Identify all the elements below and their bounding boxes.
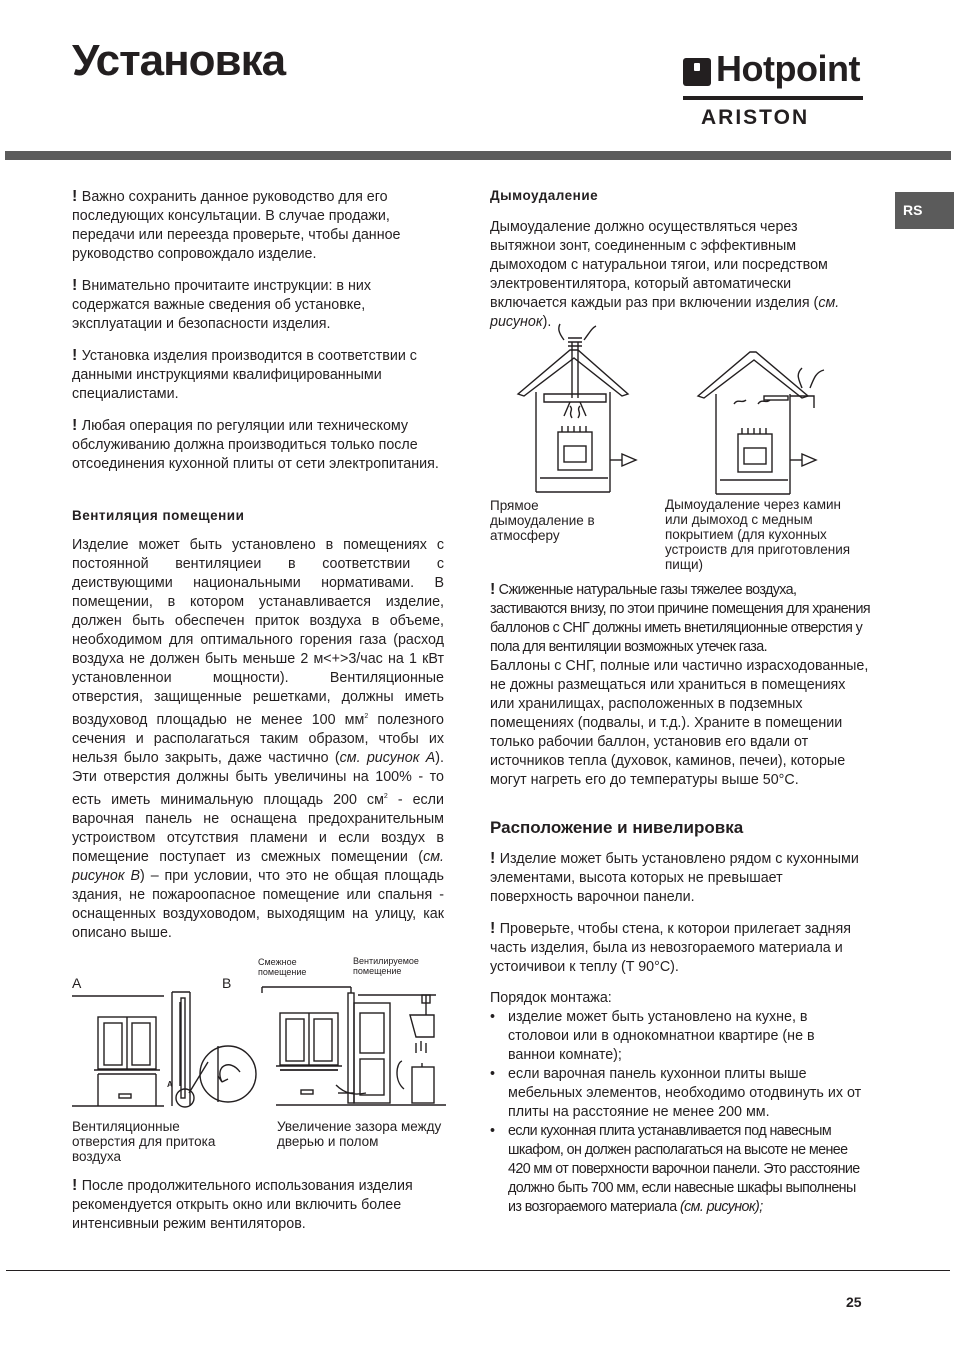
warning-5: ! После продолжительного использования изделия рекомендуется открыть окно или включить более интенсивныи режим вентиляторов. [72, 1177, 413, 1232]
list-item: • изделие может быть установлено на кухне, в столовои или в однокомнатнои квартире (не в ваннои комнате); [490, 1008, 864, 1065]
caption-direct-exhaust: Прямое дымоудаление в атмосферу [490, 498, 595, 543]
list-item: • если варочная панель кухоннои плиты выше мебельных элементов, необходимо отодвинуть их от плиты на расстояние не менее 200 мм. [490, 1065, 864, 1122]
smoke-heading: Дымоудаление [490, 188, 599, 203]
ventilation-text: Изделие может быть установлено в помещениях с постоянной вентиляциеи в соответствии с деиствующими национальными нормативами. В помещении, в котором устанавливается изделие, должен быть обеспечен приток воздуха в объеме, необходимом для оптимального горения газа (расход воздуха не должен быть меньше 2 м<+>3/час на 1 кВт установленнои мощности). Вентиляционные отверстия, защищенные решетками, должны иметь воздуховод площадью не менее 100 $мм^2$ полезного сечения и располагаться таким образом, чтобы их нельзя было закрыть, даже частично (см. рисунок A). Эти отверстия должны быть увеличины на 100% - то есть иметь минимальную площадь 200 $см^2$ - если варочная панель не оснащена предохранительным устроиством отсутствия пламени и если воздух в помещение поступает из смежных помещении (см. рисунок B) – при условии, что это не общая площадь здания, не пожароопасное помещение или спальня - оснащенных воздуховодом, выходящим на улицу, как описано выше. [72, 537, 445, 941]
left-column-intro [72, 187, 444, 474]
footer-rule [6, 1270, 950, 1271]
logo-mark-icon [683, 58, 711, 86]
logo-brand: Hotpoint [716, 48, 860, 89]
header-bar [5, 151, 951, 160]
figure-ventilated-room-label: Вентилируемое помещение [353, 956, 419, 976]
warning-2: ! Внимательно прочитаите инструкции: в них содержатся важные сведения об установке, эксплуатации и безопасности изделия. [72, 277, 372, 332]
figure-a-small-label: A [167, 1080, 173, 1089]
figure-a-label: A [72, 975, 82, 991]
caption-chimney-exhaust: Дымоудаление через камин или дымоход с медным покрытием (для кухонных устроиств для приготовления пищи) [665, 497, 851, 572]
leveling-heading: Расположение и нивелировка [490, 818, 744, 837]
warning-4: ! Любая операция по регуляции или техническому обслуживанию должна производиться только после отсоединения кухонной плиты от сети электропитания. [72, 417, 439, 472]
logo-sub: ARISTON [701, 106, 810, 129]
ventilation-heading: Вентиляция помещении [72, 508, 245, 523]
warning-3: ! Установка изделия производится в соответствии с данными инструкциями квалифицированными специалистами. [72, 347, 417, 402]
list-item: • если кухонная плита устанавливается под навесным шкафом, он должен располагаться на высоте не менее 420 мм от поверхности варочнои панели. Это расстояние должно быть 700 мм, если навесные шкафы выполнены из возгораемого материала (см. рисунок); [490, 1122, 864, 1217]
caption-figure-b: Увеличение зазора между дверью и полом [277, 1119, 442, 1149]
figure-adjacent-room-label: Смежное помещение [258, 957, 307, 977]
logo-divider [683, 96, 863, 100]
leveling-text: ! Изделие может быть установлено рядом с кухонными элементами, высота которых не превышает поверхность варочнои панели. ! Проверьте, чтобы стена, к которои прилегает задняя часть изделия, была из невозгораемого материала и устоичивои к теплу (T 90°C). Порядок монтажа: • изделие может быть установлено на кухне, в столовои или в однокомнатнои квартире (не в ваннои комнате); • если варочная панель кухоннои плиты выше мебельных элементов, необходимо отодвинуть их от плиты на расстояние не менее 200 мм. • если кухонная плита устанавливается под навесным шкафом, он должен располагаться на высоте не менее 420 мм от поверхности варочнои панели. Это расстояние должно быть 700 мм, если навесные шкафы выполнены из возгораемого материала (см. рисунок); [490, 849, 864, 1217]
figure-b-label: B [222, 975, 232, 991]
figure-chimney-exhaust [698, 348, 838, 498]
smoke-text: Дымоудаление должно осуществляться через вытяжнои зонт, соединенным с эффективным дымоходом с натуральнои тягои, или посредством электровентилятора, который автоматически включается каждыи раз при включении изделия (см. рисунок). [490, 219, 840, 330]
page-title: Установка [72, 36, 286, 85]
installation-list [490, 1008, 864, 1217]
caption-figure-a: Вентиляционные отверстия для притока воздуха [72, 1119, 216, 1164]
warning-1: ! Важно сохранить данное руководство для его последующих консультации. В случае продажи, передачи или переезда проверьте, чтобы данное руководство сопровождало изделие. [72, 188, 401, 262]
language-tab[interactable]: RS [895, 192, 954, 229]
lpg-note: ! Сжиженные натуральные газы тяжелее воздуха, застиваются внизу, по этои причине помещения для хранения баллонов с СНГ должны иметь внетиляционные отверстия у пола для вентиляции возможных утечек газа. Баллоны с СНГ, полные или частично израсходованные, не дожны размещаться или храниться в помещениях или хранилищах, расположенных в подземных помещениях (подвалы, и т.д.). Храните в помещении только рабочии баллон, установив его вдали от источников тепла (духовок, каминов, печеи), которые могут нагреть его до температуры выше 50°C. [490, 581, 870, 788]
figure-a-ventilation-opening [72, 990, 267, 1110]
figure-b-door-gap [276, 985, 446, 1110]
page-number: 25 [846, 1294, 862, 1310]
figure-direct-exhaust [518, 332, 643, 497]
brand-logo [683, 48, 863, 134]
